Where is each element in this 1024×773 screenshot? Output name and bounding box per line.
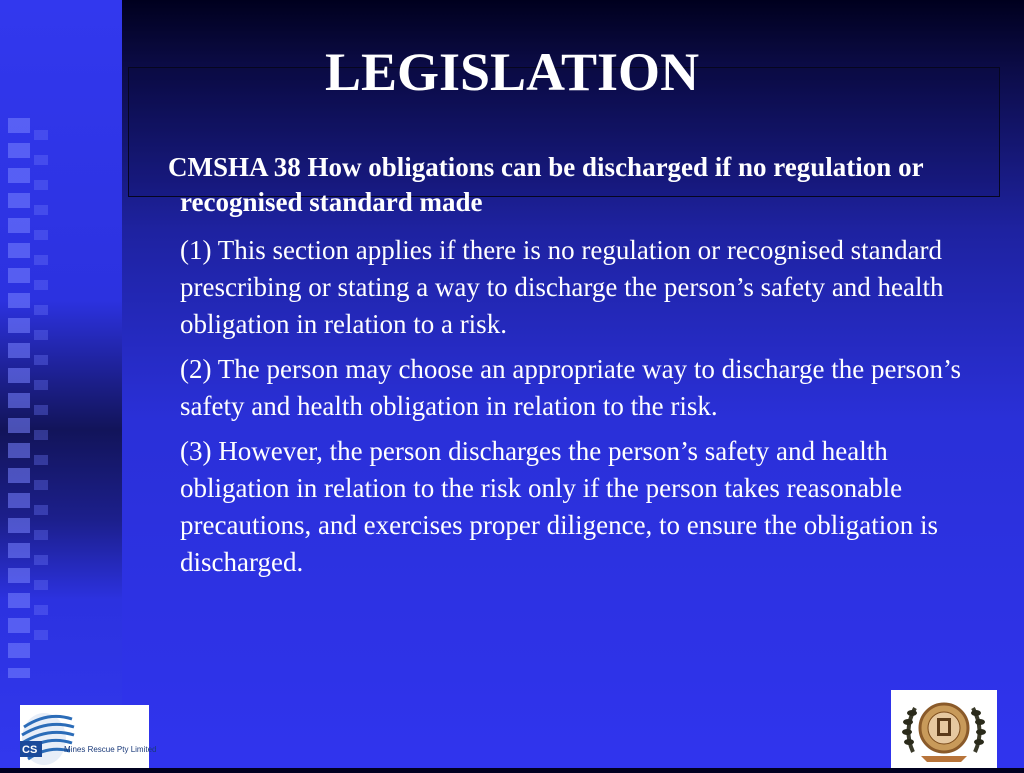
paragraph-1: (1) This section applies if there is no regulation or recognised standard prescribing or stating a way to discharge the person’s safety and health obligation in relation to a risk.	[180, 235, 944, 339]
left-decorative-strip	[0, 0, 122, 768]
crest-logo	[891, 690, 997, 768]
decorative-squares	[8, 118, 30, 678]
slide-title-text: LEGISLATION	[324, 42, 700, 102]
company-name: Mines Rescue Pty Limited	[64, 745, 157, 754]
decorative-squares-secondary	[34, 130, 48, 650]
paragraph-2: (2) The person may choose an appropriate way to discharge the person’s safety and health obligation in relation to the risk.	[180, 354, 962, 421]
slide-title	[0, 40, 1024, 104]
slide-content	[168, 150, 998, 589]
svg-text:CS: CS	[22, 744, 38, 756]
cs-globe-icon	[20, 705, 149, 768]
mines-rescue-logo	[20, 705, 157, 768]
crest-emblem-icon	[891, 690, 997, 768]
paragraph-3: (3) However, the person discharges the person’s safety and health obligation in relation to the risk only if the person takes reasonable precautions, and exercises proper diligence, to ensure the obligation is discharged.	[180, 436, 939, 577]
section-heading: CMSHA 38 How obligations can be discharged if no regulation or recognised standard made	[168, 152, 924, 217]
